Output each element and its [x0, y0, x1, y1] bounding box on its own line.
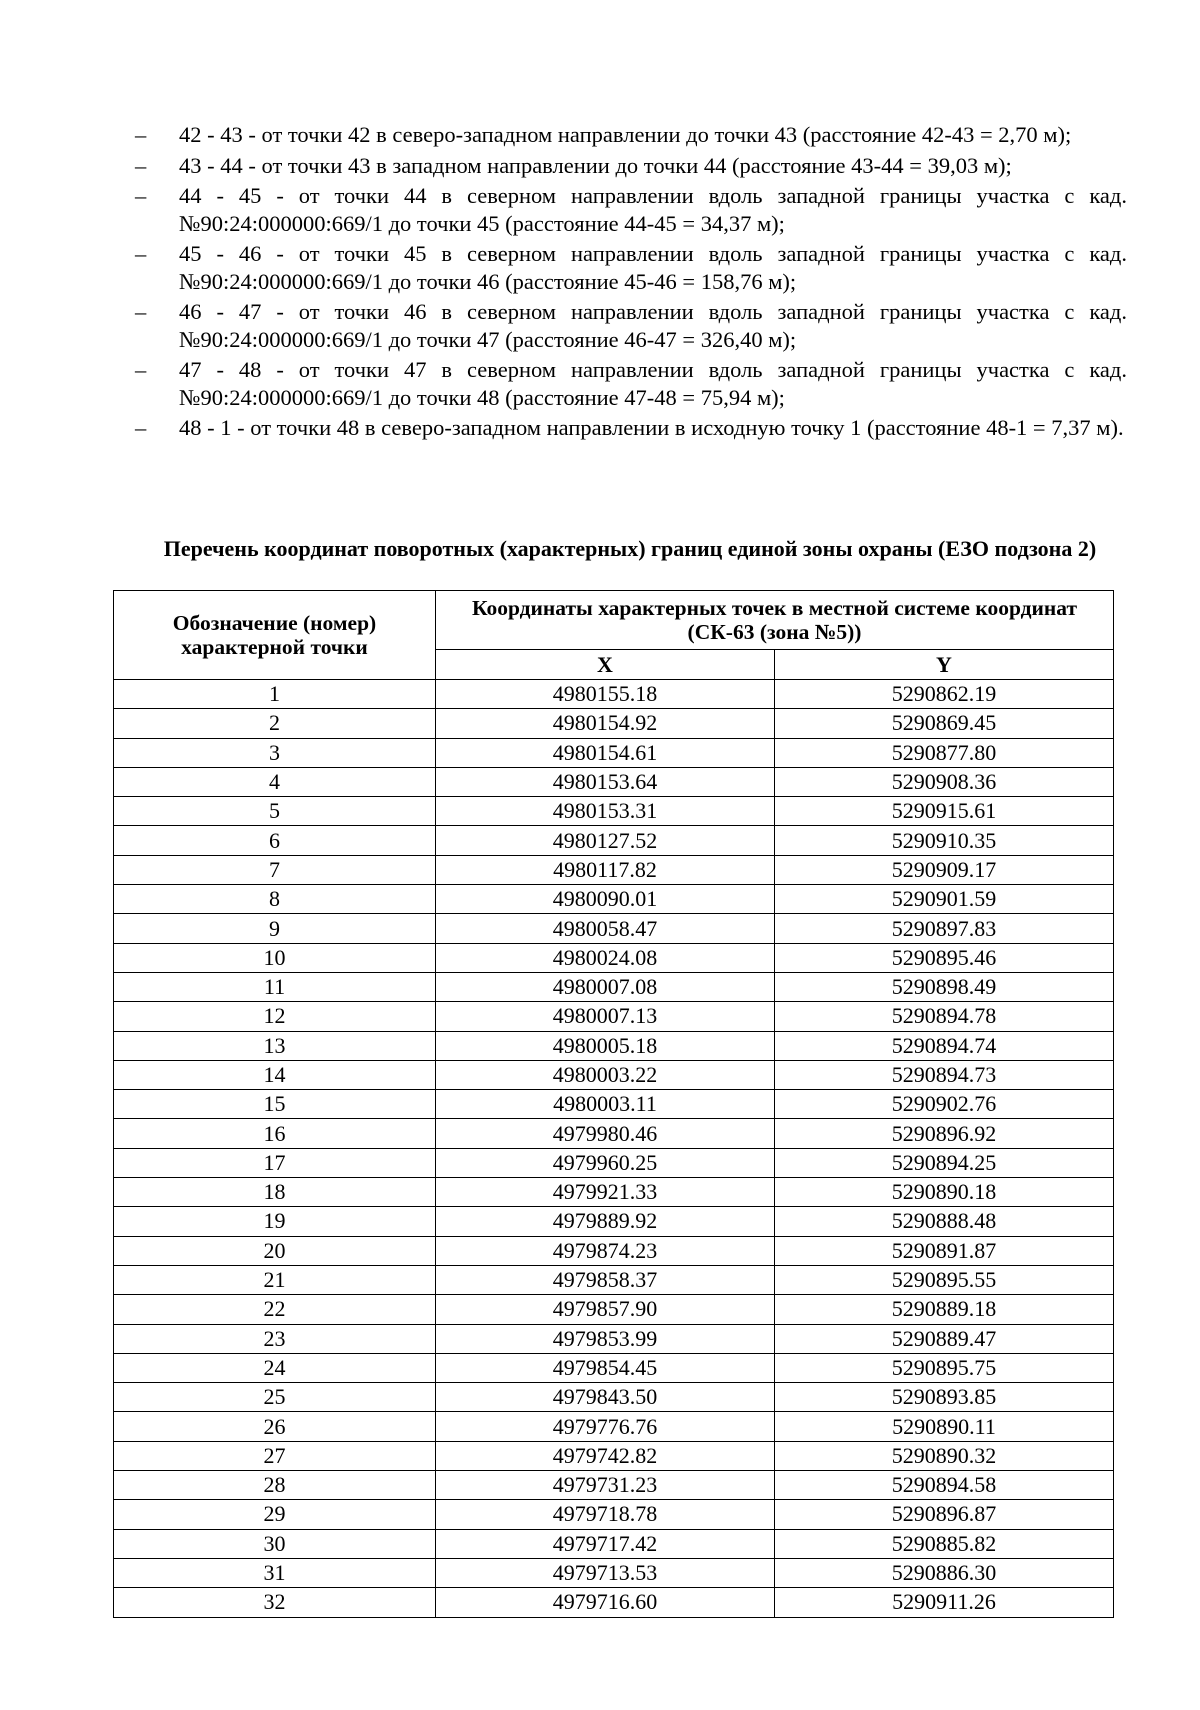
- y-coordinate-cell: 5290895.75: [775, 1353, 1114, 1382]
- point-number-cell: 16: [114, 1119, 436, 1148]
- list-item-text: 46 - 47 - от точки 46 в северном направлении вдоль западной границы участка с кад. №90:24:000000:669/1 до точки 47 (расстояние 46-47 = 326,40 м);: [179, 299, 1127, 352]
- table-row: [114, 885, 1114, 914]
- y-coordinate-cell: 5290898.49: [775, 972, 1114, 1001]
- point-number-cell: 18: [114, 1178, 436, 1207]
- point-number-cell: 17: [114, 1148, 436, 1177]
- x-coordinate-cell: 4979857.90: [436, 1295, 775, 1324]
- point-number-cell: 20: [114, 1236, 436, 1265]
- x-coordinate-cell: 4980005.18: [436, 1031, 775, 1060]
- y-coordinate-cell: 5290890.18: [775, 1178, 1114, 1207]
- table-row: [114, 1471, 1114, 1500]
- x-coordinate-cell: 4979960.25: [436, 1148, 775, 1177]
- y-coordinate-cell: 5290885.82: [775, 1529, 1114, 1558]
- table-row: [114, 1236, 1114, 1265]
- point-number-cell: 24: [114, 1353, 436, 1382]
- table-row: [114, 767, 1114, 796]
- list-item-text: 48 - 1 - от точки 48 в северо-западном направлении в исходную точку 1 (расстояние 48-1 = 7,37 м).: [179, 415, 1124, 440]
- point-number-cell: 14: [114, 1060, 436, 1089]
- y-coordinate-cell: 5290894.74: [775, 1031, 1114, 1060]
- y-coordinate-cell: 5290915.61: [775, 797, 1114, 826]
- y-coordinate-cell: 5290890.32: [775, 1441, 1114, 1470]
- y-coordinate-cell: 5290888.48: [775, 1207, 1114, 1236]
- point-number-cell: 6: [114, 826, 436, 855]
- y-coordinate-cell: 5290911.26: [775, 1588, 1114, 1617]
- point-number-cell: 13: [114, 1031, 436, 1060]
- table-row: [114, 826, 1114, 855]
- x-coordinate-cell: 4980127.52: [436, 826, 775, 855]
- dash-bullet: –: [135, 152, 147, 178]
- x-coordinate-cell: 4980003.11: [436, 1090, 775, 1119]
- table-row: [114, 1207, 1114, 1236]
- list-item-text: 45 - 46 - от точки 45 в северном направлении вдоль западной границы участка с кад. №90:24:000000:669/1 до точки 46 (расстояние 45-46 = 158,76 м);: [179, 241, 1127, 294]
- point-number-cell: 23: [114, 1324, 436, 1353]
- table-row: [114, 1558, 1114, 1587]
- table-row: [114, 1500, 1114, 1529]
- table-row: [114, 1383, 1114, 1412]
- x-coordinate-cell: 4979843.50: [436, 1383, 775, 1412]
- point-number-cell: 28: [114, 1471, 436, 1500]
- dash-bullet: –: [135, 357, 147, 382]
- point-number-cell: 3: [114, 738, 436, 767]
- point-number-cell: 12: [114, 1002, 436, 1031]
- y-coordinate-cell: 5290893.85: [775, 1383, 1114, 1412]
- list-item: [135, 121, 1127, 149]
- table-title: Перечень координат поворотных (характерных) границ единой зоны охраны (ЕЗО подзона 2): [163, 536, 1097, 561]
- y-coordinate-cell: 5290897.83: [775, 914, 1114, 943]
- point-number-cell: 27: [114, 1441, 436, 1470]
- y-coordinate-cell: 5290889.47: [775, 1324, 1114, 1353]
- table-row: [114, 1265, 1114, 1294]
- table-row: [114, 1090, 1114, 1119]
- table-row: [114, 797, 1114, 826]
- x-coordinate-cell: 4979874.23: [436, 1236, 775, 1265]
- x-coordinate-cell: 4979889.92: [436, 1207, 775, 1236]
- y-coordinate-cell: 5290896.92: [775, 1119, 1114, 1148]
- table-row: [114, 914, 1114, 943]
- x-coordinate-cell: 4979921.33: [436, 1178, 775, 1207]
- point-number-cell: 10: [114, 943, 436, 972]
- list-item-text: 43 - 44 - от точки 43 в западном направлении до точки 44 (расстояние 43-44 = 39,03 м);: [179, 152, 1012, 178]
- y-coordinate-cell: 5290889.18: [775, 1295, 1114, 1324]
- point-number-cell: 31: [114, 1558, 436, 1587]
- dash-bullet: –: [135, 299, 147, 324]
- x-coordinate-cell: 4980155.18: [436, 680, 775, 709]
- list-item: [135, 356, 1127, 411]
- x-coordinate-cell: 4980007.13: [436, 1002, 775, 1031]
- table-row: [114, 1178, 1114, 1207]
- table-row: [114, 972, 1114, 1001]
- x-coordinate-cell: 4979854.45: [436, 1353, 775, 1382]
- x-coordinate-cell: 4979980.46: [436, 1119, 775, 1148]
- y-coordinate-cell: 5290901.59: [775, 885, 1114, 914]
- table-row: [114, 943, 1114, 972]
- dash-bullet: –: [135, 122, 147, 147]
- coordinates-table: [113, 590, 1114, 1618]
- table-row: [114, 1353, 1114, 1382]
- point-number-cell: 29: [114, 1500, 436, 1529]
- table-row: [114, 1060, 1114, 1089]
- point-number-cell: 7: [114, 855, 436, 884]
- point-number-cell: 11: [114, 972, 436, 1001]
- table-row: [114, 1295, 1114, 1324]
- header-point-number: Обозначение (номер) характерной точки: [114, 591, 436, 680]
- dash-bullet: –: [135, 415, 147, 440]
- y-coordinate-cell: 5290896.87: [775, 1500, 1114, 1529]
- y-coordinate-cell: 5290909.17: [775, 855, 1114, 884]
- list-item: [135, 414, 1127, 442]
- x-coordinate-cell: 4979718.78: [436, 1500, 775, 1529]
- x-coordinate-cell: 4979858.37: [436, 1265, 775, 1294]
- list-item: [135, 298, 1127, 353]
- list-item-text: 44 - 45 - от точки 44 в северном направлении вдоль западной границы участка с кад. №90:24:000000:669/1 до точки 45 (расстояние 44-45 = 34,37 м);: [179, 183, 1127, 236]
- x-coordinate-cell: 4980007.08: [436, 972, 775, 1001]
- list-item-text: 42 - 43 - от точки 42 в северо-западном направлении до точки 43 (расстояние 42-43 = 2,70 м);: [179, 122, 1072, 147]
- list-item-text: 47 - 48 - от точки 47 в северном направлении вдоль западной границы участка с кад. №90:24:000000:669/1 до точки 48 (расстояние 47-48 = 75,94 м);: [179, 357, 1127, 410]
- point-number-cell: 25: [114, 1383, 436, 1412]
- header-coordinates: Координаты характерных точек в местной системе координат (СК-63 (зона №5)): [436, 591, 1114, 650]
- table-row: [114, 1324, 1114, 1353]
- x-coordinate-cell: 4980058.47: [436, 914, 775, 943]
- x-coordinate-cell: 4979713.53: [436, 1558, 775, 1587]
- y-coordinate-cell: 5290886.30: [775, 1558, 1114, 1587]
- x-coordinate-cell: 4979716.60: [436, 1588, 775, 1617]
- table-row: [114, 855, 1114, 884]
- table-row: [114, 1148, 1114, 1177]
- y-coordinate-cell: 5290869.45: [775, 709, 1114, 738]
- y-coordinate-cell: 5290877.80: [775, 738, 1114, 767]
- x-coordinate-cell: 4980003.22: [436, 1060, 775, 1089]
- list-item: [135, 240, 1127, 295]
- table-row: [114, 1412, 1114, 1441]
- point-number-cell: 4: [114, 767, 436, 796]
- y-coordinate-cell: 5290895.46: [775, 943, 1114, 972]
- y-coordinate-cell: 5290908.36: [775, 767, 1114, 796]
- table-row: [114, 1031, 1114, 1060]
- point-number-cell: 15: [114, 1090, 436, 1119]
- point-number-cell: 8: [114, 885, 436, 914]
- x-coordinate-cell: 4980153.31: [436, 797, 775, 826]
- table-row: [114, 1588, 1114, 1617]
- table-row: [114, 738, 1114, 767]
- y-coordinate-cell: 5290895.55: [775, 1265, 1114, 1294]
- y-coordinate-cell: 5290890.11: [775, 1412, 1114, 1441]
- x-coordinate-cell: 4980090.01: [436, 885, 775, 914]
- table-row: [114, 1529, 1114, 1558]
- x-coordinate-cell: 4980154.61: [436, 738, 775, 767]
- dash-bullet: –: [135, 183, 147, 208]
- table-body: [114, 680, 1114, 1618]
- y-coordinate-cell: 5290862.19: [775, 680, 1114, 709]
- list-item: [135, 152, 1127, 180]
- point-number-cell: 1: [114, 680, 436, 709]
- x-coordinate-cell: 4980153.64: [436, 767, 775, 796]
- list-item: [135, 182, 1127, 237]
- point-number-cell: 9: [114, 914, 436, 943]
- y-coordinate-cell: 5290910.35: [775, 826, 1114, 855]
- x-coordinate-cell: 4980024.08: [436, 943, 775, 972]
- y-coordinate-cell: 5290894.58: [775, 1471, 1114, 1500]
- point-number-cell: 30: [114, 1529, 436, 1558]
- table-row: [114, 680, 1114, 709]
- table-row: [114, 1002, 1114, 1031]
- point-number-cell: 22: [114, 1295, 436, 1324]
- point-number-cell: 5: [114, 797, 436, 826]
- y-coordinate-cell: 5290894.25: [775, 1148, 1114, 1177]
- y-coordinate-cell: 5290894.73: [775, 1060, 1114, 1089]
- header-x: X: [436, 650, 775, 680]
- x-coordinate-cell: 4979731.23: [436, 1471, 775, 1500]
- point-number-cell: 21: [114, 1265, 436, 1294]
- point-number-cell: 19: [114, 1207, 436, 1236]
- y-coordinate-cell: 5290891.87: [775, 1236, 1114, 1265]
- x-coordinate-cell: 4979776.76: [436, 1412, 775, 1441]
- header-y: Y: [775, 650, 1114, 680]
- table-row: [114, 1119, 1114, 1148]
- boundary-segment-list: [135, 121, 1127, 445]
- x-coordinate-cell: 4979853.99: [436, 1324, 775, 1353]
- x-coordinate-cell: 4979742.82: [436, 1441, 775, 1470]
- point-number-cell: 32: [114, 1588, 436, 1617]
- y-coordinate-cell: 5290902.76: [775, 1090, 1114, 1119]
- x-coordinate-cell: 4980117.82: [436, 855, 775, 884]
- dash-bullet: –: [135, 241, 147, 266]
- table-row: [114, 709, 1114, 738]
- x-coordinate-cell: 4979717.42: [436, 1529, 775, 1558]
- y-coordinate-cell: 5290894.78: [775, 1002, 1114, 1031]
- x-coordinate-cell: 4980154.92: [436, 709, 775, 738]
- point-number-cell: 2: [114, 709, 436, 738]
- point-number-cell: 26: [114, 1412, 436, 1441]
- table-row: [114, 1441, 1114, 1470]
